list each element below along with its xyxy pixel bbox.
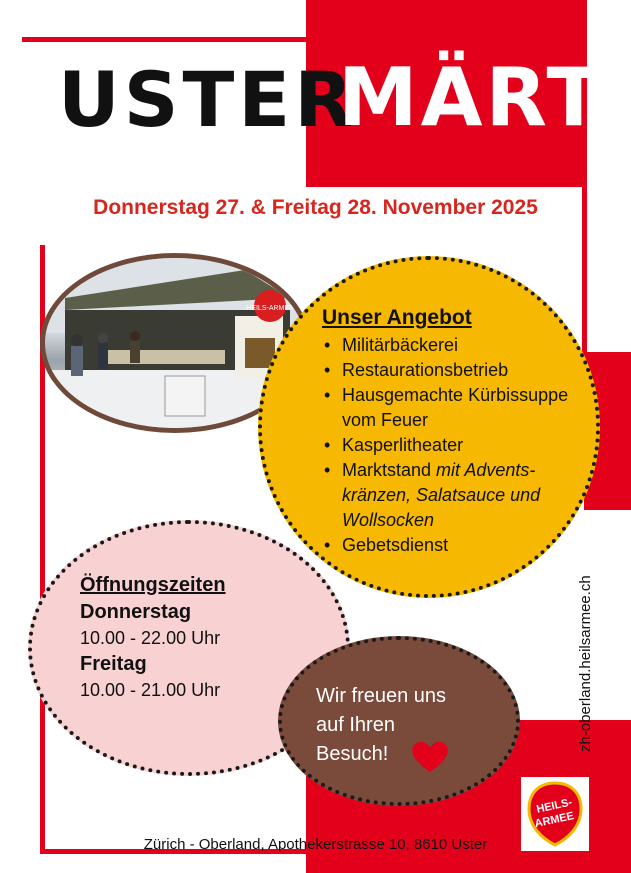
welcome-line-1: Wir freuen uns [316,685,447,707]
offer-item: • Militärbäckerei [322,333,592,358]
logo-text-line1: HEILS- [535,796,574,816]
offer-list [322,333,592,558]
offer-title: Unser Angebot [322,306,472,329]
welcome-line-2: auf Ihren [316,714,395,736]
hours-day-thursday: Donnerstag [80,601,192,623]
offer-item: • Gebetsdienst [322,533,592,558]
offer-item: • Kasperlitheater [322,433,592,458]
hours-day-friday: Freitag [80,653,147,675]
heart-icon [410,738,450,779]
logo-text-line2: ARMEE [533,810,576,831]
event-date: Donnerstag 27. & Freitag 28. November 2025 [93,196,538,219]
red-line-top [22,37,306,42]
photo-sign-text: HEILS-ARMEE [246,305,294,312]
welcome-line-3: Besuch! [316,743,389,765]
address: Zürich - Oberland, Apothekerstrasse 10, 8610 Uster [143,836,488,853]
opening-hours [80,574,300,701]
offer-item: • Marktstand mit Advents-kränzen, Salatsauce und Wollsocken [322,458,592,533]
welcome-message [316,682,476,769]
offer-section [322,306,592,558]
offer-item: • Hausgemachte Kürbissuppe vom Feuer [322,383,592,433]
website-url[interactable]: zh-oberland.heilsarmee.ch [577,575,594,752]
offer-item: • Restaurationsbetrieb [322,358,592,383]
hours-time-friday: 10.00 - 21.00 Uhr [80,680,221,700]
hours-title: Öffnungszeiten [80,574,226,596]
title-maert: MÄRT [338,51,605,144]
hours-time-thursday: 10.00 - 22.00 Uhr [80,628,221,648]
title-uster: USTER [58,55,357,144]
